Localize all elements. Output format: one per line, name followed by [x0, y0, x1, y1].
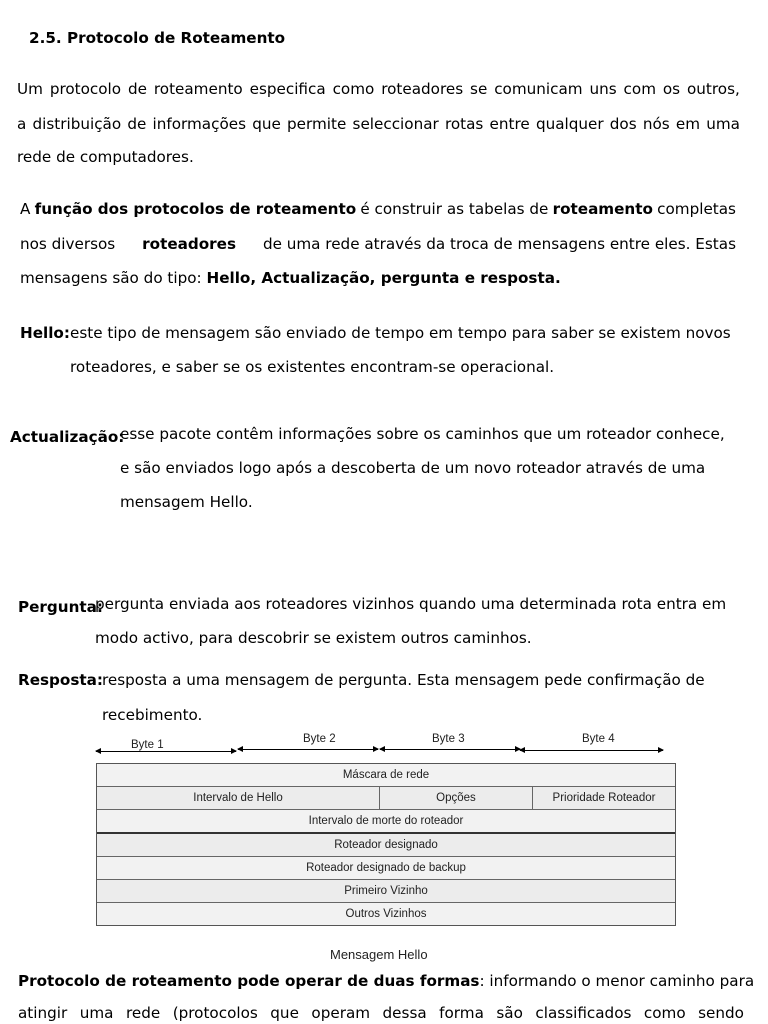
funcao-l2-a: nos diversos — [20, 235, 116, 253]
primeiro-vizinho-cell: Primeiro Vizinho — [344, 885, 428, 897]
final-line-1 — [18, 972, 755, 990]
byte-1-arrow — [96, 751, 236, 752]
word: forma — [439, 1004, 484, 1022]
pergunta-term: Pergunta: — [18, 598, 103, 616]
pergunta-line-2: modo activo, para descobrir se existem outros caminhos. — [95, 629, 532, 647]
word: que — [252, 115, 281, 133]
actualizacao-line-1: esse pacote contêm informações sobre os caminhos que um roteador conhece, — [120, 425, 725, 443]
byte-2-label: Byte 2 — [303, 733, 336, 745]
resposta-term: Resposta: — [18, 671, 103, 689]
word: outros, — [687, 80, 740, 98]
outros-vizinhos-cell: Outros Vizinhos — [345, 908, 427, 920]
funcao-l1-e: completas — [657, 200, 736, 218]
funcao-l2-b: roteadores — [142, 235, 237, 253]
word: uma — [79, 1004, 114, 1022]
funcao-l3-b: Hello, Actualização, pergunta e resposta. — [206, 269, 561, 287]
designado-cell: Roteador designado — [334, 839, 438, 851]
actualizacao-term: Actualização: — [10, 428, 125, 446]
word: rede — [125, 1004, 161, 1022]
byte-1-label: Byte 1 — [131, 739, 164, 751]
word: com — [623, 80, 656, 98]
byte-3-label: Byte 3 — [432, 733, 465, 745]
word: como — [332, 80, 375, 98]
hello-packet-diagram — [96, 733, 676, 923]
word: nós — [642, 115, 670, 133]
prioridade-cell: Prioridade Roteador — [532, 787, 675, 809]
opcoes-cell: Opções — [379, 787, 532, 809]
word: são — [496, 1004, 523, 1022]
final-line-2 — [18, 1004, 744, 1022]
resposta-line-1: resposta a uma mensagem de pergunta. Esta mensagem pede confirmação de — [102, 671, 705, 689]
word: Um — [17, 80, 43, 98]
table-row — [97, 880, 675, 903]
final-l1-b: : informando o menor caminho para — [479, 972, 755, 990]
word: de — [127, 115, 147, 133]
byte-4-label: Byte 4 — [582, 733, 615, 745]
word: informações — [152, 115, 247, 133]
mascara-cell: Máscara de rede — [342, 769, 430, 781]
actualizacao-line-3: mensagem Hello. — [120, 493, 253, 511]
word: os — [662, 80, 681, 98]
diagram-caption: Mensagem Hello — [330, 947, 428, 962]
final-l1-wrap — [18, 972, 754, 990]
word: a — [17, 115, 27, 133]
hello-line-2: roteadores, e saber se os existentes encontram-se operacional. — [70, 358, 555, 376]
word: em — [675, 115, 701, 133]
table-row — [97, 834, 675, 857]
word: atingir — [18, 1004, 68, 1022]
designado-backup-cell: Roteador designado de backup — [306, 862, 466, 874]
word: entre — [489, 115, 530, 133]
word: dessa — [382, 1004, 427, 1022]
word: permite — [287, 115, 347, 133]
funcao-l1-d: roteamento — [552, 200, 653, 218]
funcao-l3-a: mensagens são do tipo: — [20, 269, 202, 287]
table-row — [97, 787, 675, 810]
actualizacao-line-2: e são enviados logo após a descoberta de um novo roteador através de uma — [120, 459, 706, 477]
word: dos — [609, 115, 637, 133]
word: roteadores — [381, 80, 464, 98]
packet-table — [96, 763, 676, 926]
funcao-line-1 — [20, 200, 736, 218]
intro-line-2 — [17, 115, 740, 133]
word: especifica — [249, 80, 326, 98]
word: como — [643, 1004, 686, 1022]
byte-2-arrow — [238, 749, 378, 750]
word: uma — [706, 115, 740, 133]
word: protocolo — [49, 80, 122, 98]
funcao-l1-a: A — [20, 200, 31, 218]
word: distribuição — [32, 115, 122, 133]
funcao-l1-b: função dos protocolos de roteamento — [34, 200, 357, 218]
table-row — [97, 810, 675, 834]
funcao-line-2 — [20, 235, 736, 253]
final-l1-a: Protocolo de roteamento pode operar de duas formas — [18, 972, 480, 990]
pergunta-line-1: pergunta enviada aos roteadores vizinhos quando uma determinada rota entra em — [95, 595, 727, 613]
intervalo-hello-cell: Intervalo de Hello — [193, 792, 283, 804]
word: sendo — [698, 1004, 744, 1022]
resposta-line-2: recebimento. — [102, 706, 203, 724]
word: classificados — [535, 1004, 632, 1022]
funcao-line-3 — [20, 269, 561, 287]
intro-line-1 — [17, 80, 740, 98]
section-heading: 2.5. Protocolo de Roteamento — [29, 29, 286, 47]
table-row — [97, 903, 675, 925]
word: que — [270, 1004, 299, 1022]
hello-term: Hello: — [20, 324, 70, 342]
word: se — [470, 80, 488, 98]
word: (protocolos — [172, 1004, 258, 1022]
funcao-l1-c: é construir as tabelas de — [360, 200, 549, 218]
word: roteamento — [153, 80, 243, 98]
intervalo-morte-cell: Intervalo de morte do roteador — [308, 815, 464, 827]
word: de — [127, 80, 147, 98]
byte-3-arrow — [380, 749, 520, 750]
byte-4-arrow — [520, 750, 663, 751]
word: qualquer — [535, 115, 604, 133]
word: operam — [311, 1004, 371, 1022]
word: comunicam — [494, 80, 583, 98]
word: rotas — [444, 115, 484, 133]
funcao-l2-c: de uma rede através da troca de mensagens entre eles. Estas — [262, 235, 736, 253]
word: uns — [589, 80, 617, 98]
table-row — [97, 764, 675, 787]
intro-line-3: rede de computadores. — [17, 148, 194, 166]
word: seleccionar — [352, 115, 439, 133]
hello-line-1: este tipo de mensagem são enviado de tempo em tempo para saber se existem novos — [70, 324, 731, 342]
table-row — [97, 857, 675, 880]
